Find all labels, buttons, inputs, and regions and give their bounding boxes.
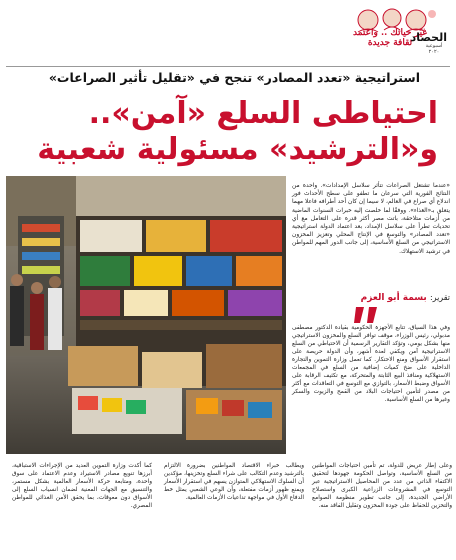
article-headline [18, 96, 438, 168]
magazine-badge [410, 31, 447, 55]
headline-line-1: احتياطى السلع «آمن».. [88, 96, 438, 131]
cartoon-caption: غيّر حياتك .. واعتمد ثقافة جديدة [352, 28, 428, 48]
article-byline [300, 293, 450, 303]
article-bottom-columns [6, 462, 450, 554]
byline-name: بسمة أبو العزم [360, 293, 427, 303]
article-body-column-3: كما أكدت وزارة التموين العديد من الإجراءات الاستباقية، أبرزها تنويع مصادر الاستيراد وعدم الاعتماد على سوق واحدة، ومتابعة حركة الأسعار العالمية بشكل مستمر، والتنسيق مع الجهات المعنية لضمان انسياب السلع إلى الأسواق دون معوقات، بما يحقق الأمن الغذائي للمواطن المصري. [12, 463, 152, 510]
header-rule [6, 66, 450, 67]
article-kicker: استراتيجية «تعدد المصادر» تنجح في «تقليل تأثير الصراعات» [48, 70, 420, 85]
byline-label: تقرير: [429, 293, 450, 302]
magazine-name: الحصاد [410, 31, 447, 44]
headline-line-2: و«الترشيد» مسئولية شعبية [37, 132, 438, 167]
article-body-column-1: وعلى إطار عريض للدولة، تم تأمين احتياجات المواطنين من السلع الأساسية، وتواصل الحكومة جهودها لتحقيق الاكتفاء الذاتي من عدد من المحاصيل الاستراتيجية عبر التوسع في المشروعات الزراعية الكبرى واستصلاح الأراضي الجديدة، إلى جانب تطوير منظومة الصوامع والتخزين للحفاظ على جودة المخزون وتقليل الفاقد منه. [312, 463, 452, 510]
market-photo [6, 176, 286, 454]
article-body-column-2: ويطالب خبراء الاقتصاد المواطنين بضرورة الالتزام بالترشيد وعدم التكالب على شراء السلع وتخزينها، مؤكدين أن السلوك الاستهلاكي المتوازن يسهم في استقرار الأسعار ويمنع ظهور أزمات مفتعلة، وأن الوعي الشعبي يمثل خط الدفاع الأول في مواجهة تداعيات الأزمات العالمية. [164, 463, 304, 502]
article-lead: «عندما تشتعل الصراعات تتأثر سلاسل الإمدادات». واحدة من النتائج الفورية التي سرعان ما تطفو على سطح الأحداث فور اندلاع أي صراع في العالم، لا سيما إن كان أحد أطرافه فاعلا مهما يتعلق بـ«الغذاء». ووفقًا لما خلصت إليه خبرات السنوات الماضية من أزمات متلاحقة، باتت مصر أكثر قدرة على التعامل مع أي تحديات تطرأ على سلاسل الإمداد، بعد اعتماد الدولة استراتيجية «تعدد المصادر» والتوسع في الإنتاج المحلي وتعزيز المخزون الاستراتيجي من السلع الأساسية، إلى جانب الدور المهم للمواطن في ترشيد الاستهلاك. [292, 183, 450, 255]
magazine-meta: أسبوعية ٢٠٢٠ [425, 43, 443, 55]
article-body-right: وفي هذا السياق، تتابع الأجهزة الحكومية بقيادة الدكتور مصطفى مدبولي، رئيس الوزراء، موقف توافر السلع والمخزون الاستراتيجي منها بشكل يومي، وتؤكد التقارير الرسمية أن الاحتياطي من السلع الاستراتيجية آمن ويكفي لعدة أشهر، وأن الدولة حريصة على استقرار الأسواق ومنع الاحتكار. كما تعمل وزارة التموين والتجارة الداخلية على ضخ كميات إضافية من السلع في المجمعات الاستهلاكية ومنافذ البيع الثابتة والمتحركة، مع تكثيف الرقابة على الأسواق وضبط الأسعار، بالتوازي مع التوسع في التعاقدات مع أكثر من مصدر لتأمين احتياجات البلاد من القمح والزيوت والسكر وغيرها من السلع الأساسية. [292, 325, 450, 403]
